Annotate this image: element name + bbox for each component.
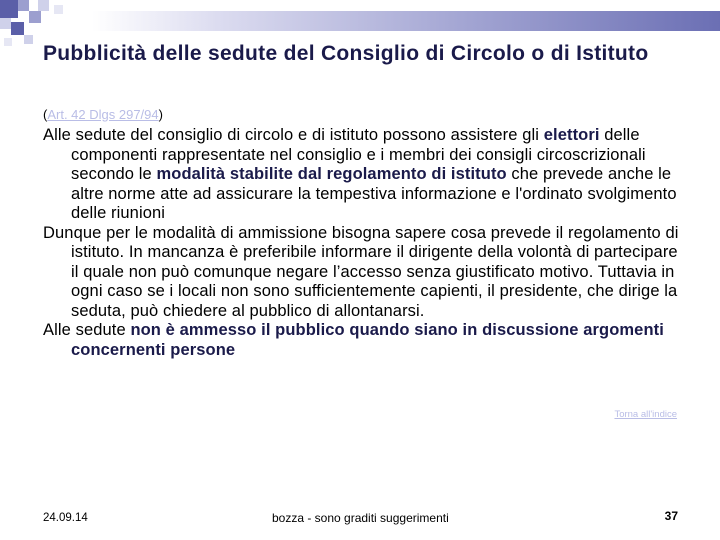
paragraph-text: Dunque per le modalità di ammissione bisogna sapere cosa prevede il regolamento di istituto. In mancanza è preferibile informare il dirigente della volontà di partecipare il quale non può comunque negare l’accesso senza giustificato motivo. Tuttavia in ogni caso se i locali non sono sufficientemente capienti, il presidente, che dirige la seduta, può chiedere al pubblico di allontanarsi. <box>43 223 679 320</box>
corner-decoration-square <box>24 35 33 44</box>
back-to-index-link[interactable]: Torna all'indice <box>614 409 677 420</box>
corner-decoration-square <box>38 0 49 11</box>
header-gradient-bar <box>92 11 720 31</box>
paragraph-text: Alle sedute del consiglio di circolo e di istituto possono assistere gli <box>43 126 544 144</box>
corner-decoration-square <box>29 11 41 23</box>
corner-decoration-square <box>54 5 63 14</box>
paragraph-highlight: modalità stabilite dal regolamento di istituto <box>156 165 507 183</box>
paragraph-text: Alle sedute <box>43 321 131 339</box>
corner-decoration-square <box>11 22 24 35</box>
paragraph-highlight: non è ammesso il pubblico quando siano in discussione argomenti concernenti persone <box>71 321 664 359</box>
corner-decoration-square <box>4 38 12 46</box>
page-number: 37 <box>664 509 678 523</box>
reference-close-paren: ) <box>158 107 163 122</box>
paragraph-text: che prevede anche le altre norme atte ad assicurare la tempestiva informazione e l'ordinato svolgimento delle riunioni <box>71 165 677 222</box>
body-paragraph <box>43 126 683 224</box>
footer-note: bozza - sono graditi suggerimenti <box>272 511 449 525</box>
corner-decoration-square <box>0 18 11 29</box>
reference-link[interactable]: Art. 42 Dlgs 297/94 <box>47 107 159 122</box>
corner-decoration-square <box>0 0 18 18</box>
paragraph-highlight: elettori <box>543 126 600 144</box>
slide-body <box>43 126 683 360</box>
paragraph-text: delle componenti rappresentate nel consiglio e i membri dei consigli circoscrizionali secondo le <box>71 126 646 183</box>
slide-title: Pubblicità delle sedute del Consiglio di Circolo o di Istituto <box>43 42 649 65</box>
reference-open-paren: ( <box>43 107 48 122</box>
body-paragraph <box>43 321 683 360</box>
corner-decoration-square <box>18 0 29 11</box>
footer-date: 24.09.14 <box>43 512 88 524</box>
legal-reference <box>43 107 163 122</box>
body-paragraph <box>43 224 683 322</box>
